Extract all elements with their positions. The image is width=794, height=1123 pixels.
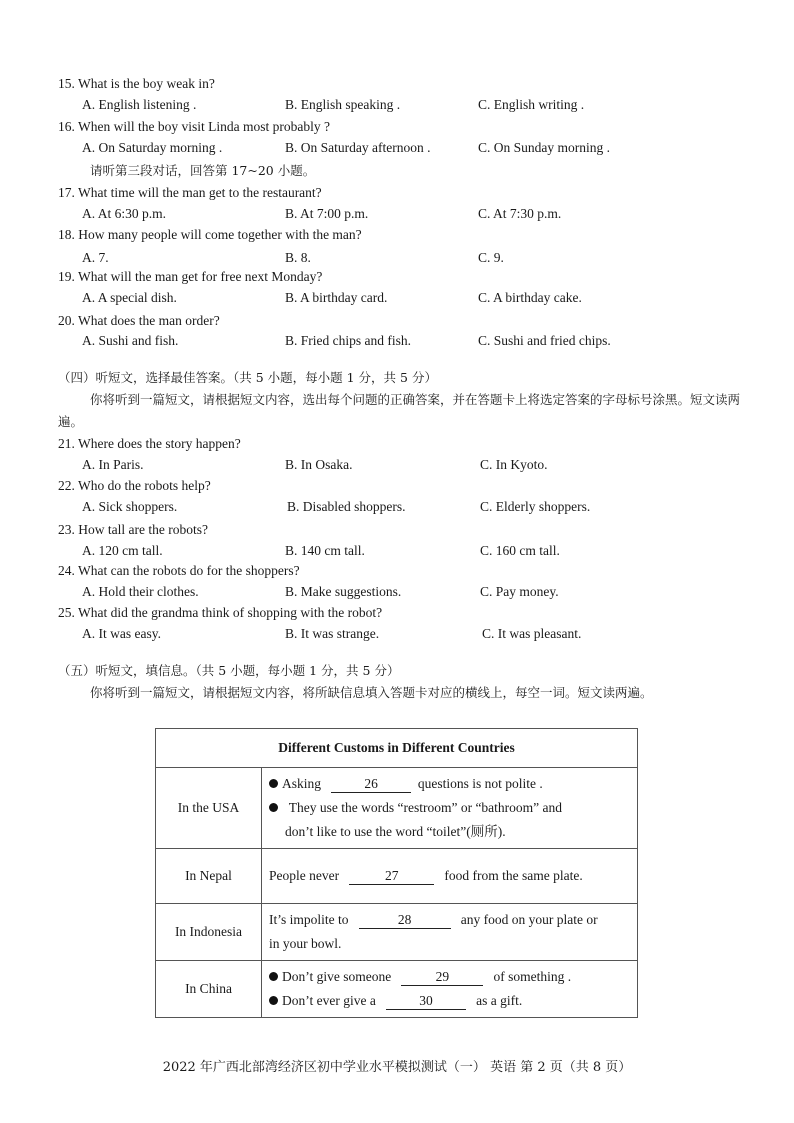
blank-27: 27 — [349, 868, 434, 885]
q24-option-b: B. Make suggestions. — [285, 584, 402, 599]
usa-bullet-2: They use the words “restroom” or “bathroom” and — [269, 796, 631, 820]
bullet-icon — [269, 996, 278, 1005]
q21-option-c: C. In Kyoto. — [480, 457, 548, 472]
q23-option-c: C. 160 cm tall. — [480, 543, 560, 558]
q17-option-b: B. At 7:00 p.m. — [285, 206, 369, 221]
q15-option-a: A. English listening . — [82, 97, 197, 112]
china-bullet-1: Don’t give someone 29 of something . — [269, 965, 631, 989]
blank-30: 30 — [386, 993, 466, 1010]
q24-option-c: C. Pay money. — [480, 584, 559, 599]
bullet-icon — [269, 972, 278, 981]
country-china: In China — [156, 961, 262, 1018]
section4-heading: （四）听短文，选择最佳答案。（共 5 小题，每小题 1 分，共 5 分） — [58, 370, 437, 385]
q17-option-c: C. At 7:30 p.m. — [478, 206, 562, 221]
question-23: 23. How tall are the robots? — [58, 522, 208, 537]
q22-option-c: C. Elderly shoppers. — [480, 499, 591, 514]
q20-option-b: B. Fried chips and fish. — [285, 333, 411, 348]
dialogue3-note: 请听第三段对话，回答第 17~20 小题。 — [90, 163, 316, 178]
section5-heading: （五）听短文，填信息。（共 5 小题，每小题 1 分，共 5 分） — [58, 663, 400, 678]
q19-option-c: C. A birthday cake. — [478, 290, 582, 305]
question-21: 21. Where does the story happen? — [58, 436, 241, 451]
q20-option-a: A. Sushi and fish. — [82, 333, 179, 348]
bullet-icon — [269, 779, 278, 788]
indonesia-content: It’s impolite to 28 any food on your plate or in your bowl. — [262, 904, 638, 961]
customs-table — [155, 728, 638, 1018]
question-20: 20. What does the man order? — [58, 313, 220, 328]
china-content — [262, 961, 638, 1018]
q22-option-b: B. Disabled shoppers. — [287, 499, 406, 514]
question-24: 24. What can the robots do for the shoppers? — [58, 563, 300, 578]
table-title: Different Customs in Different Countries — [156, 729, 638, 768]
q16-option-b: B. On Saturday afternoon . — [285, 140, 431, 155]
q21-option-a: A. In Paris. — [82, 457, 144, 472]
q18-option-b: B. 8. — [285, 250, 311, 265]
q21-option-b: B. In Osaka. — [285, 457, 353, 472]
q23-option-b: B. 140 cm tall. — [285, 543, 365, 558]
q25-option-c: C. It was pleasant. — [482, 626, 582, 641]
q16-option-c: C. On Sunday morning . — [478, 140, 611, 155]
q23-option-a: A. 120 cm tall. — [82, 543, 163, 558]
q24-option-a: A. Hold their clothes. — [82, 584, 199, 599]
question-16: 16. When will the boy visit Linda most probably ? — [58, 119, 330, 134]
page-footer: 2022 年广西北部湾经济区初中学业水平模拟测试（一） 英语 第 2 页（共 8 页） — [162, 1060, 632, 1075]
nepal-content: People never 27 food from the same plate. — [262, 849, 638, 904]
q19-option-a: A. A special dish. — [82, 290, 177, 305]
question-18: 18. How many people will come together with the man? — [58, 227, 362, 242]
china-bullet-2: Don’t ever give a 30 as a gift. — [269, 989, 631, 1013]
country-usa: In the USA — [156, 768, 262, 849]
country-nepal: In Nepal — [156, 849, 262, 904]
country-indonesia: In Indonesia — [156, 904, 262, 961]
usa-content — [262, 768, 638, 849]
q15-option-c: C. English writing . — [478, 97, 585, 112]
question-15: 15. What is the boy weak in? — [58, 76, 215, 91]
q22-option-a: A. Sick shoppers. — [82, 499, 178, 514]
q17-option-a: A. At 6:30 p.m. — [82, 206, 167, 221]
section5-instruction: 你将听到一篇短文，请根据短文内容，将所缺信息填入答题卡对应的横线上，每空一词。短文读两遍。 — [90, 685, 653, 700]
usa-bullet-2-cont: don’t like to use the word “toilet”(厕所). — [285, 824, 506, 839]
q20-option-c: C. Sushi and fried chips. — [478, 333, 611, 348]
q25-option-b: B. It was strange. — [285, 626, 380, 641]
section4-instruction: 你将听到一篇短文，请根据短文内容，选出每个问题的正确答案，并在答题卡上将选定答案的字母标号涂黑。短文读两遍。 — [58, 392, 741, 429]
question-25: 25. What did the grandma think of shopping with the robot? — [58, 605, 383, 620]
usa-bullet-1: Asking 26 questions is not polite . — [269, 772, 631, 796]
q18-option-a: A. 7. — [82, 250, 109, 265]
q19-option-b: B. A birthday card. — [285, 290, 388, 305]
blank-26: 26 — [331, 776, 411, 793]
question-22: 22. Who do the robots help? — [58, 478, 211, 493]
question-19: 19. What will the man get for free next Monday? — [58, 269, 323, 284]
blank-29: 29 — [401, 969, 483, 986]
question-17: 17. What time will the man get to the restaurant? — [58, 185, 322, 200]
q16-option-a: A. On Saturday morning . — [82, 140, 223, 155]
q18-option-c: C. 9. — [478, 250, 504, 265]
q15-option-b: B. English speaking . — [285, 97, 401, 112]
blank-28: 28 — [359, 912, 451, 929]
bullet-icon — [269, 803, 278, 812]
q25-option-a: A. It was easy. — [82, 626, 161, 641]
